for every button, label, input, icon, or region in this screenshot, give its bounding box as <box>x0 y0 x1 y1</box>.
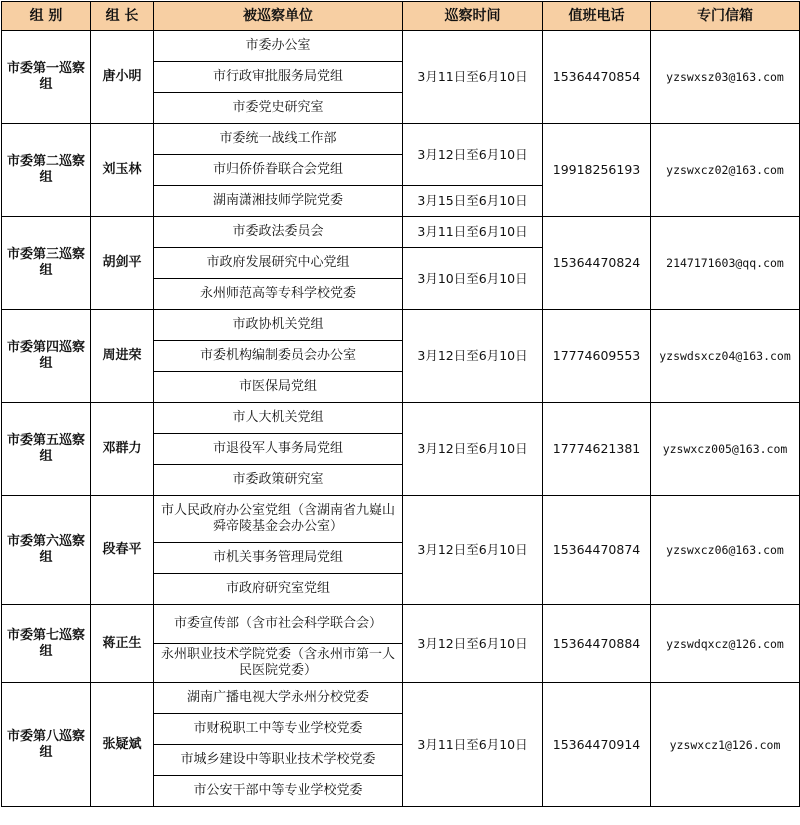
inspected-unit: 市人民政府办公室党组（含湖南省九嶷山舜帝陵基金会办公室） <box>154 496 403 543</box>
table-row <box>2 124 800 155</box>
inspection-period: 3月12日至6月10日 <box>403 496 543 605</box>
duty-phone: 17774621381 <box>543 403 651 496</box>
group-name: 市委第六巡察组 <box>2 496 91 605</box>
inspected-unit: 市退役军人事务局党组 <box>154 434 403 465</box>
group-leader: 蒋正生 <box>91 605 154 683</box>
inspected-unit: 市城乡建设中等职业技术学校党委 <box>154 745 403 776</box>
inspected-unit: 市政协机关党组 <box>154 310 403 341</box>
table-row <box>2 31 800 62</box>
mailbox: yzswdsxcz04@163.com <box>651 310 800 403</box>
inspected-unit: 市公安干部中等专业学校党委 <box>154 776 403 807</box>
inspected-unit: 市机关事务管理局党组 <box>154 543 403 574</box>
header-email: 专门信箱 <box>651 2 800 31</box>
header-period: 巡察时间 <box>403 2 543 31</box>
duty-phone: 15364470854 <box>543 31 651 124</box>
inspected-unit: 市委政法委员会 <box>154 217 403 248</box>
group-name: 市委第二巡察组 <box>2 124 91 217</box>
mailbox: yzswxcz005@163.com <box>651 403 800 496</box>
inspected-unit: 湖南广播电视大学永州分校党委 <box>154 683 403 714</box>
duty-phone: 19918256193 <box>543 124 651 217</box>
inspection-period: 3月10日至6月10日 <box>403 248 543 310</box>
inspected-unit: 市政府发展研究中心党组 <box>154 248 403 279</box>
header-phone: 值班电话 <box>543 2 651 31</box>
group-leader: 刘玉林 <box>91 124 154 217</box>
group-name: 市委第三巡察组 <box>2 217 91 310</box>
table-row <box>2 403 800 434</box>
group-leader: 段春平 <box>91 496 154 605</box>
mailbox: yzswxcz02@163.com <box>651 124 800 217</box>
header-leader: 组 长 <box>91 2 154 31</box>
table-row <box>2 496 800 543</box>
mailbox: yzswxcz1@126.com <box>651 683 800 807</box>
inspected-unit: 湖南潇湘技师学院党委 <box>154 186 403 217</box>
inspection-period: 3月12日至6月10日 <box>403 605 543 683</box>
inspection-period: 3月12日至6月10日 <box>403 403 543 496</box>
inspection-period: 3月15日至6月10日 <box>403 186 543 217</box>
table-row <box>2 605 800 644</box>
duty-phone: 15364470824 <box>543 217 651 310</box>
inspected-unit: 市归侨侨眷联合会党组 <box>154 155 403 186</box>
inspected-unit: 市医保局党组 <box>154 372 403 403</box>
table-row <box>2 310 800 341</box>
inspected-unit: 市委政策研究室 <box>154 465 403 496</box>
inspected-unit: 市委统一战线工作部 <box>154 124 403 155</box>
inspected-unit: 市政府研究室党组 <box>154 574 403 605</box>
group-name: 市委第八巡察组 <box>2 683 91 807</box>
inspection-period: 3月12日至6月10日 <box>403 310 543 403</box>
mailbox: yzswxsz03@163.com <box>651 31 800 124</box>
group-leader: 张疑斌 <box>91 683 154 807</box>
inspected-unit: 市财税职工中等专业学校党委 <box>154 714 403 745</box>
inspection-period: 3月11日至6月10日 <box>403 31 543 124</box>
inspected-unit: 市委宣传部（含市社会科学联合会） <box>154 605 403 644</box>
header-unit: 被巡察单位 <box>154 2 403 31</box>
mailbox: yzswxcz06@163.com <box>651 496 800 605</box>
group-leader: 唐小明 <box>91 31 154 124</box>
group-leader: 周进荣 <box>91 310 154 403</box>
mailbox: 2147171603@qq.com <box>651 217 800 310</box>
inspection-period: 3月11日至6月10日 <box>403 217 543 248</box>
inspected-unit: 市人大机关党组 <box>154 403 403 434</box>
inspected-unit: 永州职业技术学院党委（含永州市第一人民医院党委） <box>154 644 403 683</box>
inspected-unit: 市行政审批服务局党组 <box>154 62 403 93</box>
group-leader: 邓群力 <box>91 403 154 496</box>
inspected-unit: 市委党史研究室 <box>154 93 403 124</box>
inspected-unit: 市委办公室 <box>154 31 403 62</box>
group-name: 市委第五巡察组 <box>2 403 91 496</box>
duty-phone: 15364470914 <box>543 683 651 807</box>
table-row <box>2 217 800 248</box>
group-leader: 胡剑平 <box>91 217 154 310</box>
inspection-table <box>1 1 800 807</box>
header-group: 组 别 <box>2 2 91 31</box>
group-name: 市委第四巡察组 <box>2 310 91 403</box>
header-row <box>2 2 800 31</box>
inspected-unit: 市委机构编制委员会办公室 <box>154 341 403 372</box>
inspection-period: 3月11日至6月10日 <box>403 683 543 807</box>
group-name: 市委第七巡察组 <box>2 605 91 683</box>
inspected-unit: 永州师范高等专科学校党委 <box>154 279 403 310</box>
mailbox: yzswdqxcz@126.com <box>651 605 800 683</box>
duty-phone: 15364470874 <box>543 496 651 605</box>
duty-phone: 17774609553 <box>543 310 651 403</box>
group-name: 市委第一巡察组 <box>2 31 91 124</box>
table-row <box>2 683 800 714</box>
duty-phone: 15364470884 <box>543 605 651 683</box>
inspection-period: 3月12日至6月10日 <box>403 124 543 186</box>
